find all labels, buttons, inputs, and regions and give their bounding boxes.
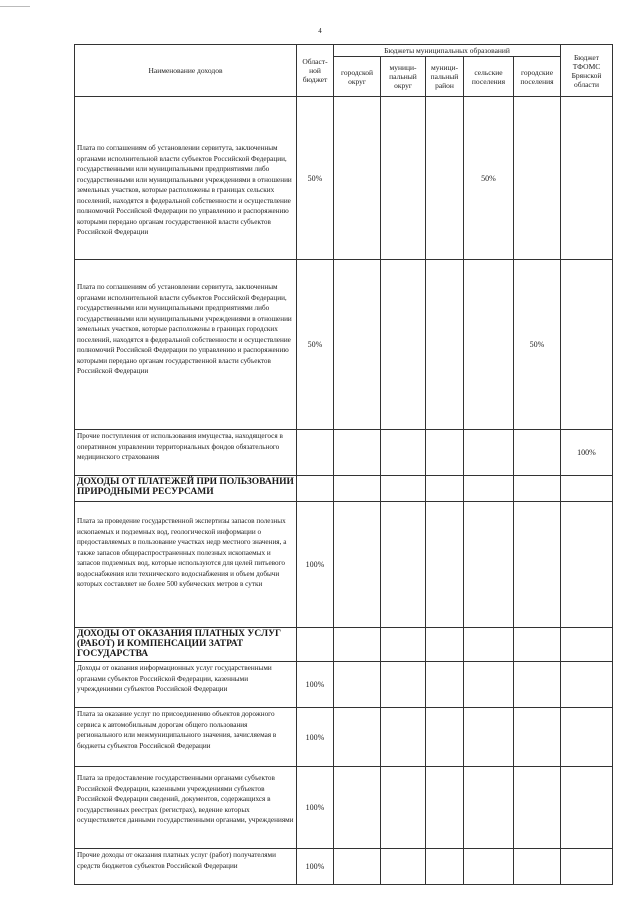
- tfoms-share: 100%: [561, 430, 613, 476]
- municipal-area-share: [426, 502, 464, 628]
- municipal-area-share: [426, 708, 464, 767]
- section-row: [75, 628, 613, 662]
- table-row: [75, 502, 613, 628]
- scan-artifact: [0, 0, 30, 7]
- tfoms-share: [561, 502, 613, 628]
- municipal-district-share: [381, 662, 426, 708]
- regional-share: 50%: [297, 97, 334, 260]
- regional-share: 100%: [297, 767, 334, 849]
- regional-share: 100%: [297, 708, 334, 767]
- header-municipal-budgets: Бюджеты муниципальных образований: [334, 45, 561, 57]
- rural-share: [464, 662, 514, 708]
- urban-share: [514, 430, 561, 476]
- header-municipal-area: муници-пальный район: [426, 57, 464, 97]
- income-name: Прочие поступления от использования имущества, находящегося в оперативном управлении территориальных фондов обязательного медицинского страхования: [75, 430, 297, 476]
- tfoms-share: [561, 849, 613, 885]
- header-city-district: городской округ: [334, 57, 381, 97]
- header-urban-settlements: городские поселения: [514, 57, 561, 97]
- urban-share: [514, 767, 561, 849]
- tfoms-share: [561, 260, 613, 430]
- regional-share: 100%: [297, 502, 334, 628]
- municipal-district-share: [381, 502, 426, 628]
- regional-share: 100%: [297, 662, 334, 708]
- table-row: [75, 430, 613, 476]
- urban-share: [514, 708, 561, 767]
- table-row: [75, 260, 613, 430]
- header-regional-budget: Област-ной бюджет: [297, 45, 334, 97]
- tfoms-share: [561, 708, 613, 767]
- income-name: Плата по соглашениям об установлении сервитута, заключенным органами исполнительной власти субъектов Российской Федерации, государственными или муниципальными предприятиями либо государственными или муниципальными учреждениями в отношении земельных участков, которые расположены в границах городских поселений, находятся в федеральной собственности и осуществление полномочий Российской Федерации по управлению и распоряжению которыми передано органам государственной власти субъектов Российской Федерации: [75, 260, 297, 430]
- municipal-district-share: [381, 767, 426, 849]
- rural-share: [464, 767, 514, 849]
- income-name: Доходы от оказания информационных услуг государственными органами субъектов Российской Федерации, казенными учреждениями субъектов Российской Федерации: [75, 662, 297, 708]
- municipal-area-share: [426, 767, 464, 849]
- rural-share: [464, 849, 514, 885]
- page-number: 4: [318, 27, 322, 35]
- income-name: Плата за проведение государственной экспертизы запасов полезных ископаемых и подземных вод, геологической информации о предоставляемых в пользование участках недр местного значения, а также запасов общераспространенных полезных ископаемых и запасов подземных вод, которые используются для целей питьевого водоснабжения или технического водоснабжения и объем добычи которых составляет не более 500 кубических метров в сутки: [75, 502, 297, 628]
- rural-share: [464, 502, 514, 628]
- table-row: [75, 97, 613, 260]
- income-name: Плата по соглашениям об установлении сервитута, заключенным органами исполнительной власти субъектов Российской Федерации, государственными или муниципальными предприятиями либо государственными или муниципальными учреждениями в отношении земельных участков, которые расположены в границах сельских поселений, находятся в федеральной собственности и осуществление полномочий Российской Федерации по управлению и распоряжению которыми передано органам государственной власти субъектов Российской Федерации: [75, 97, 297, 260]
- table-row: [75, 849, 613, 885]
- income-name: Плата за предоставление государственными органами субъектов Российской Федерации, казенными учреждениями субъектов Российской Федерации сведений, документов, содержащихся в государственных реестрах (регистрах), ведение которых осуществляется данными государственными органами, учреждениями: [75, 767, 297, 849]
- table-row: [75, 662, 613, 708]
- city-district-share: [334, 430, 381, 476]
- urban-share: [514, 97, 561, 260]
- urban-share: [514, 502, 561, 628]
- urban-share: [514, 849, 561, 885]
- header-tfoms-budget: Бюджет ТФОМС Брянской области: [561, 45, 613, 97]
- municipal-area-share: [426, 97, 464, 260]
- municipal-district-share: [381, 260, 426, 430]
- regional-share: 100%: [297, 849, 334, 885]
- city-district-share: [334, 708, 381, 767]
- header-rural-settlements: сельские поселения: [464, 57, 514, 97]
- section-heading: ДОХОДЫ ОТ ОКАЗАНИЯ ПЛАТНЫХ УСЛУГ (РАБОТ) И КОМПЕНСАЦИИ ЗАТРАТ ГОСУДАРСТВА: [75, 628, 297, 662]
- city-district-share: [334, 662, 381, 708]
- municipal-area-share: [426, 430, 464, 476]
- urban-share: 50%: [514, 260, 561, 430]
- header-income-name: Наименование доходов: [75, 45, 297, 97]
- tfoms-share: [561, 662, 613, 708]
- table-row: [75, 708, 613, 767]
- municipal-district-share: [381, 430, 426, 476]
- city-district-share: [334, 767, 381, 849]
- municipal-area-share: [426, 662, 464, 708]
- city-district-share: [334, 849, 381, 885]
- city-district-share: [334, 97, 381, 260]
- section-heading: ДОХОДЫ ОТ ПЛАТЕЖЕЙ ПРИ ПОЛЬЗОВАНИИ ПРИРОДНЫМИ РЕСУРСАМИ: [75, 476, 297, 502]
- table-row: [75, 767, 613, 849]
- revenue-distribution-table: [74, 44, 613, 885]
- regional-share: [297, 430, 334, 476]
- income-name: Прочие доходы от оказания платных услуг (работ) получателями средств бюджетов субъектов Российской Федерации: [75, 849, 297, 885]
- rural-share: [464, 430, 514, 476]
- income-name: Плата за оказание услуг по присоединению объектов дорожного сервиса к автомобильным дорогам общего пользования регионального или межмуниципального значения, зачисляемая в бюджеты субъектов Российской Федерации: [75, 708, 297, 767]
- municipal-area-share: [426, 849, 464, 885]
- rural-share: 50%: [464, 97, 514, 260]
- city-district-share: [334, 260, 381, 430]
- rural-share: [464, 260, 514, 430]
- rural-share: [464, 708, 514, 767]
- city-district-share: [334, 502, 381, 628]
- regional-share: 50%: [297, 260, 334, 430]
- header-municipal-district: муници-пальный округ: [381, 57, 426, 97]
- tfoms-share: [561, 97, 613, 260]
- municipal-district-share: [381, 849, 426, 885]
- tfoms-share: [561, 767, 613, 849]
- municipal-area-share: [426, 260, 464, 430]
- municipal-district-share: [381, 97, 426, 260]
- section-row: [75, 476, 613, 502]
- urban-share: [514, 662, 561, 708]
- municipal-district-share: [381, 708, 426, 767]
